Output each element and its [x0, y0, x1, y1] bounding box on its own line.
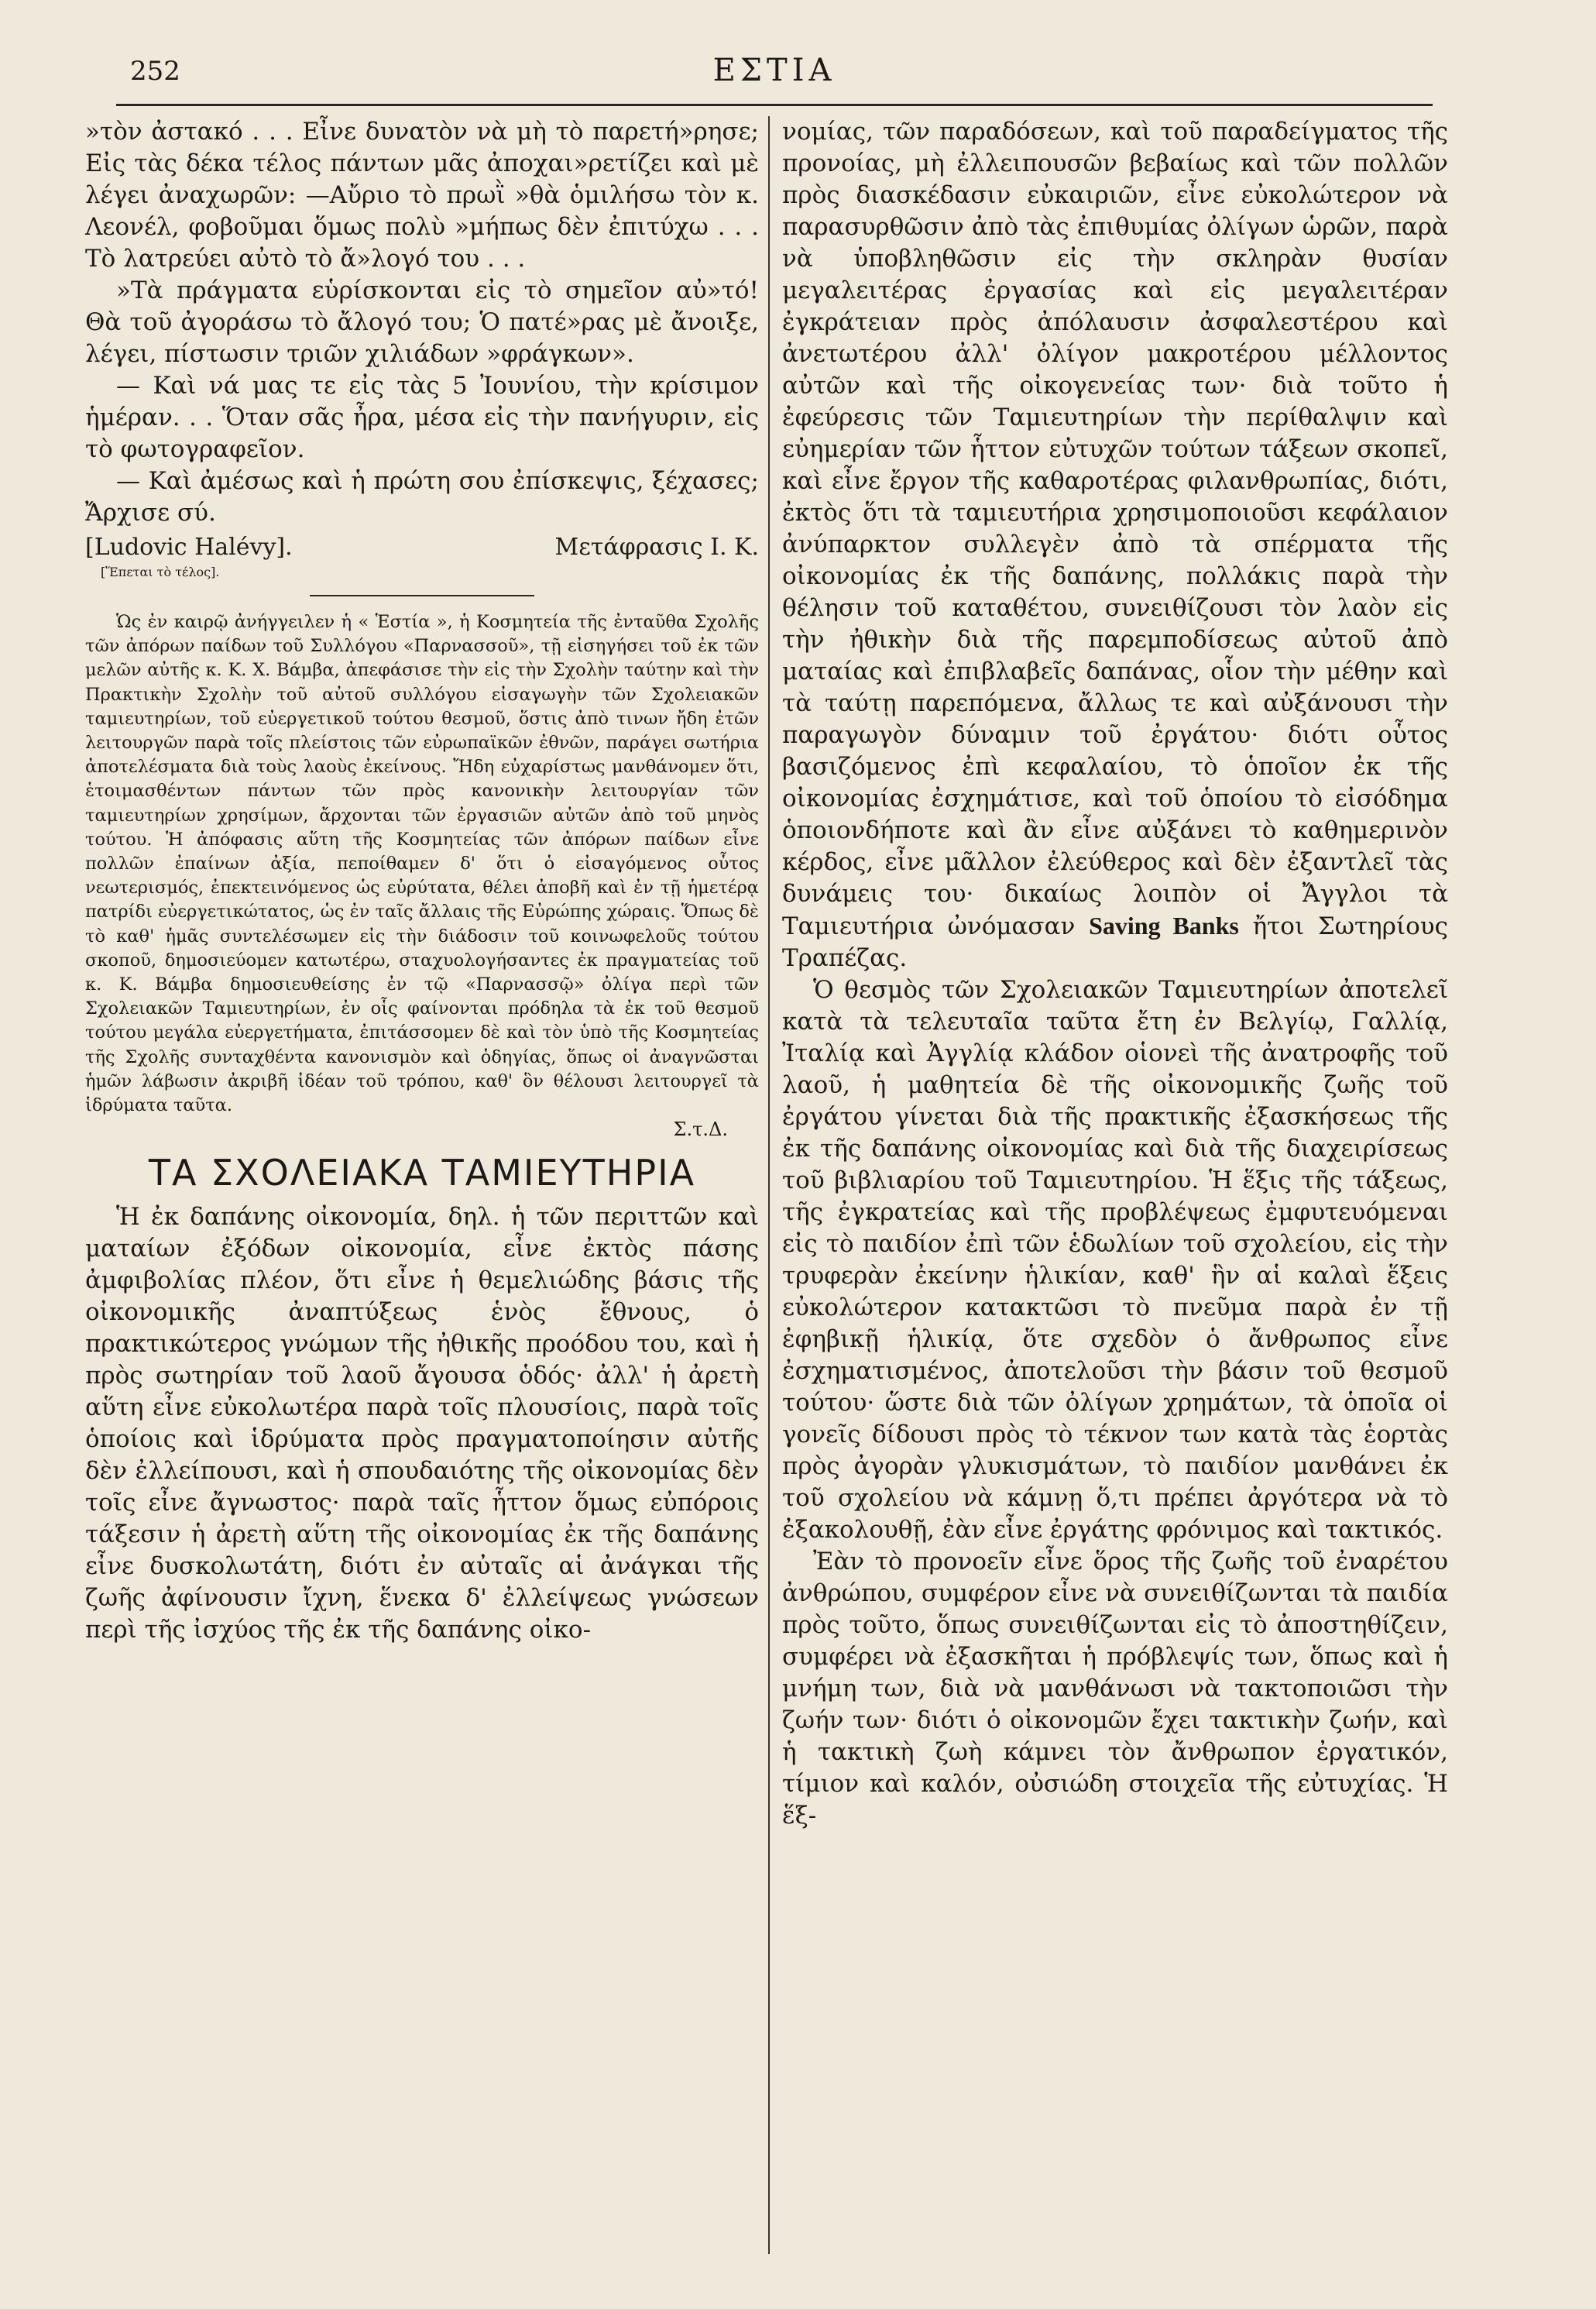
story-paragraph: »τὸν ἀστακό . . . Εἶνε δυνατὸν νὰ μὴ τὸ παρετή»ρησε; Εἰς τὰς δέκα τέλος πάντων μᾶς ἀποχαι»ρετίζει καὶ μὲ λέγει ἀναχωρῶν: —Αὔριο τὸ πρωῒ »θὰ ὁμιλήσω τὸν κ. Λεονέλ, φοβοῦμαι ὅμως πολὺ »μήπως δὲν ἐπιτύχω . . . Τὸ λατρεύει αὐτὸ τὸ ἄ»λογό του . . . — [85, 118, 759, 273]
section-rule — [310, 595, 534, 596]
article-paragraph: Ἐὰν τὸ προνοεῖν εἶνε ὅρος τῆς ζωῆς τοῦ ἐναρέτου ἀνθρώπου, συμφέρον εἶνε νὰ συνειθίζωνται τὰ παιδία πρὸς τοῦτο, ὅπως συνειθίζωνται εἰς τὸ ἀποστηθίζειν, συμφέρει νὰ ἐξασκῆται ἡ πρόβλεψίς των, ὅπως καὶ ἡ μνήμη των, διὰ νὰ μανθάνωσι νὰ τακτοποιῶσι τὴν ζωήν των· διότι ὁ οἰκονομῶν ἔχει τακτικὴν ζωήν, καὶ ἡ τακτικὴ ζωὴ κάμνει τὸν ἄνθρωπον ἐργατικόν, τίμιον καὶ καλόν, οὐσιώδη στοιχεῖα τῆς εὐτυχίας. Ἡ ἕξ- — [782, 1548, 1448, 1830]
right-column — [782, 116, 1448, 1832]
editor-signature: Σ.τ.Δ. — [673, 1118, 728, 1141]
article-paragraph: Ἡ ἐκ δαπάνης οἰκονομία, δηλ. ἡ τῶν περιττῶν καὶ ματαίων ἐξόδων οἰκονομία, εἶνε ἐκτὸς πάσης ἀμφιβολίας πλέον, ὅτι εἶνε ἡ θεμελιώδης βάσις τῆς οἰκονομικῆς ἀναπτύξεως ἑνὸς ἔθνους, ὁ πρακτικώτερος γνώμων τῆς ἠθικῆς προόδου του, καὶ ἡ πρὸς σωτηρίαν τοῦ λαοῦ ἄγουσα ὁδός· ἀλλ' ἡ ἀρετὴ αὕτη εἶνε εὐκολωτέρα παρὰ τοῖς πλουσίοις, παρὰ τοῖς ὁποίοις καὶ ἱδρύματα πρὸς πραγματοποίησιν αὐτῆς δὲν ἐλλείπουσι, καὶ ἡ σπουδαιότης τῆς οἰκονομίας δὲν τοῖς εἶνε ἄγνωστος· παρὰ ταῖς ἧττον ὅμως εὐπόροις τάξεσιν ἡ ἀρετὴ αὕτη τῆς οἰκονομίας ἐκ τῆς δαπάνης εἶνε δυσκολωτάτη, διότι ἐν αὐταῖς αἱ ἀνάγκαι τῆς ζωῆς ἀφίνουσιν ἴχνη, ἕνεκα δ' ἐλλείψεως γνώσεων περὶ τῆς ἰσχύος τῆς ἐκ τῆς δαπάνης οἰκο- — [85, 1203, 759, 1644]
column-divider — [768, 116, 770, 2254]
news-paragraph: Ὡς ἐν καιρῷ ἀνήγγειλεν ἡ « Ἑστία », ἡ Κοσμητεία τῆς ἐνταῦθα Σχολῆς τῶν ἀπόρων παίδων τοῦ Συλλόγου «Παρνασσοῦ», τῇ εἰσηγήσει τοῦ ἐκ τῶν μελῶν αὐτῆς κ. Κ. Χ. Βάμβα, ἀπεφάσισε τὴν εἰς τὴν Σχολὴν ταύτην καὶ τὴν Πρακτικὴν Σχολὴν τοῦ αὐτοῦ συλλόγου εἰσαγωγὴν τῶν Σχολειακῶν ταμιευτηρίων, τοῦ εὐεργετικοῦ τούτου θεσμοῦ, ὅστις ἀπὸ τινων ἤδη ἐτῶν λειτουργῶν παρὰ τοῖς πλείστοις τῶν εὐρωπαϊκῶν ἐθνῶν, παράγει σωτήρια ἀποτελέσματα διὰ τοὺς λαοὺς ἐκείνους. Ἤδη εὐχαρίστως μανθάνομεν ὅτι, ἑτοιμασθέντων πάντων τῶν πρὸς κανονικὴν λειτουργίαν τῶν ταμιευτηρίων χρησίμων, ἄρχονται τῶν ἐργασιῶν αὐτῶν ἀπὸ τοῦ μηνὸς τούτου. Ἡ ἀπόφασις αὕτη τῆς Κοσμητείας τῶν ἀπόρων παίδων εἶνε πολλῶν ἐπαίνων ἀξία, πεποίθαμεν δ' ὅτι ὁ εἰσαγόμενος οὗτος νεωτερισμός, ἐπεκτεινόμενος ὡς εὐρύτατα, θέλει ἀποβῆ καὶ ἐν τῇ ἡμετέρᾳ πατρίδι εὐεργετικώτατος, ὡς ἐν ταῖς ἄλλαις τῆς Εὐρώπης χώραις. Ὅπως δὲ τὸ καθ' ἡμᾶς συντελέσωμεν εἰς τὴν διάδοσιν τοῦ κοινωφελοῦς τούτου σκοποῦ, δημοσιεύομεν κατωτέρω, σταχυολογήσαντες ἐκ πραγματείας τοῦ κ. Κ. Βάμβα δημοσιευθείσης ἐν τῷ «Παρνασσῷ» ὀλίγα περὶ τῶν Σχολειακῶν Ταμιευτηρίων, ἐν οἷς φαίνονται πρόδηλα τὰ ἐκ τοῦ θεσμοῦ τούτου μεγάλα εὐεργετήματα, ἐπιτάσσομεν δὲ καὶ τὸν ὑπὸ τῆς Κοσμητείας τῆς Σχολῆς συνταχθέντα κανονισμὸν καὶ ὁδηγίας, ὅπως οἱ ἀναγνῶσται ἡμῶν λάβωσιν ἀκριβῆ ἰδέαν τοῦ τρόπου, καθ' ὃν θέλουσι λειτουργεῖ τὰ ἱδρύματα ταῦτα. — [85, 612, 759, 1116]
article-paragraph: Ὁ θεσμὸς τῶν Σχολειακῶν Ταμιευτηρίων ἀποτελεῖ κατὰ τὰ τελευταῖα ταῦτα ἔτη ἐν Βελγίῳ, Γαλλίᾳ, Ἰταλίᾳ καὶ Ἀγγλίᾳ κλάδον οἱονεὶ τῆς ἀνατροφῆς τοῦ λαοῦ, ἡ μαθητεία δὲ τῆς οἰκονομικῆς ζωῆς τοῦ ἐργάτου γίνεται διὰ τῆς πρακτικῆς ἐξασκήσεως τῆς ἐκ τῆς δαπάνης οἰκονομίας καὶ διὰ τῆς διαχειρίσεως τοῦ βιβλιαρίου τοῦ Ταμιευτηρίου. Ἡ ἕξις τῆς τάξεως, τῆς ἐγκρατείας καὶ τῆς προβλέψεως ἐμφυτευόμεναι εἰς τὸ παιδίον ἐπὶ τῶν ἑδωλίων τοῦ σχολείου, εἰς τὴν τρυφερὰν ἐκείνην ἡλικίαν, καθ' ἣν αἱ καλαὶ ἕξεις εὐκολώτερον κατακτῶσι τὸ πνεῦμα παρὰ ἐν τῇ ἐφηβικῇ ἡλικίᾳ, ὅτε σχεδὸν ὁ ἄνθρωπος εἶνε ἐσχηματισμένος, ἀποτελοῦσι τὴν βάσιν τοῦ θεσμοῦ τούτου· ὥστε διὰ τῶν ὀλίγων χρημάτων, τὰ ὁποῖα οἱ γονεῖς δίδουσι πρὸς τὸ τέκνον των κατὰ τὰς ἑορτὰς πρὸς ἀγορὰν γλυκισμάτων, τὸ παιδίον μανθάνει ἐκ τοῦ σχολείου νὰ κάμνῃ ὅ,τι πρέπει ἀργότερα νὰ τὸ ἐξακολουθῇ, ἐὰν εἶνε ἐργάτης φρόνιμος καὶ τακτικός. — [782, 976, 1448, 1544]
page-number: 252 — [130, 56, 180, 87]
article-paragraph — [782, 116, 1448, 974]
article-text: ἤτοι Σωτηρίους Τραπέζας. — [782, 912, 1448, 972]
article-text: νομίας, τῶν παραδόσεων, καὶ τοῦ παραδείγματος τῆς προνοίας, μὴ ἐλλειπουσῶν βεβαίως καὶ τῶν πολλῶν πρὸς διασκέδασιν εὐκαιριῶν, εἶνε εὐκολώτερον νὰ παρασυρθῶσιν ἀπὸ τὰς ἐπιθυμίας ὀλίγων ὡρῶν, παρὰ νὰ ὑποβληθῶσιν εἰς τὴν σκληρὰν θυσίαν μεγαλειτέρας ἐργασίας καὶ εἰς μεγαλειτέραν ἐγκράτειαν πρὸς ἀπόλαυσιν ἀσφαλεστέρου καὶ ἀνετωτέρου ἀλλ' ὀλίγον μακροτέρου μέλλοντος αὐτῶν καὶ τῆς οἰκογενείας των· διὰ τοῦτο ἡ ἐφεύρεσις τῶν Ταμιευτηρίων τὴν περίθαλψιν καὶ εὐημερίαν τῶν ἧττον εὐτυχῶν τούτων τάξεων σκοπεῖ, καὶ εἶνε ἔργον τῆς καθαροτέρας φιλανθρωπίας, διότι, ἐκτὸς ὅτι τὰ ταμιευτήρια χρησιμοποιοῦσι κεφάλαιον ἀνύπαρκτον συλλεγὲν ἀπὸ τὰ σπέρματα τῆς οἰκονομίας ἐκ τῆς δαπάνης, πολλάκις παρὰ τὴν θέλησιν τοῦ καταθέτου, συνειθίζουσι τὸν λαὸν εἰς τὴν ἠθικὴν διὰ τῆς παρεμποδίσεως αὐτοῦ ἀπὸ ματαίας καὶ ἐπιβλαβεῖς δαπάνας, οἷον τὴν μέθην καὶ τὰ ταύτῃ παρεπόμενα, ἄλλως τε καὶ αὐξάνουσι τὴν παραγωγὸν δύναμιν τοῦ ἐργάτου· διότι οὗτος βασιζόμενος ἐπὶ κεφαλαίου, τὸ ὁποῖον ἐκ τῆς οἰκονομίας ἐσχημάτισε, καὶ τοῦ ὁποίου τὸ εἰσόδημα ὁποιονδήποτε καὶ ἂν εἶνε αὐξάνει τὸ καθημερινὸν κέρδος, εἶνε μᾶλλον ἐλεύθερος καὶ δὲν ἐξαντλεῖ τὰς δυνάμεις του· δικαίως λοιπὸν οἱ Ἄγγλοι τὰ Ταμιευτήρια ὠνόμασαν — [782, 118, 1448, 940]
author: [Ludovic Halévy]. — [85, 534, 293, 561]
english-term: Saving Banks — [1089, 912, 1239, 940]
continued-note: [Ἕπεται τὸ τέλος]. — [101, 565, 220, 579]
journal-title: ΕΣΤΙΑ — [712, 53, 836, 88]
translator: Μετάφρασις Ι. Κ. — [554, 534, 759, 561]
story-paragraph: — Καὶ ἀμέσως καὶ ἡ πρώτη σου ἐπίσκεψις, ξέχασες; Ἄρχισε σύ. — [85, 467, 759, 527]
story-paragraph: »Τὰ πράγματα εὑρίσκονται εἰς τὸ σημεῖον αὐ»τό! Θὰ τοῦ ἀγοράσω τὸ ἄλογό του; Ὁ πατέ»ρας μὲ ἄνοιξε, λέγει, πίστωσιν τριῶν χιλιάδων »φράγκων». — [85, 277, 759, 368]
section-title: ΤΑ ΣΧΟΛΕΙΑΚΑ ΤΑΜΙΕΥΤΗΡΙΑ — [148, 1152, 696, 1194]
left-column — [85, 116, 759, 1646]
story-paragraph: — Καὶ νά μας τε εἰς τὰς 5 Ἰουνίου, τὴν κρίσιμον ἡμέραν. . . Ὅταν σᾶς ἦρα, μέσα εἰς τὴν πανήγυριν, εἰς τὸ φωτογραφεῖον. — [85, 372, 759, 463]
story-credit — [85, 532, 759, 563]
header-rule — [116, 104, 1433, 106]
page-header — [116, 50, 1433, 96]
